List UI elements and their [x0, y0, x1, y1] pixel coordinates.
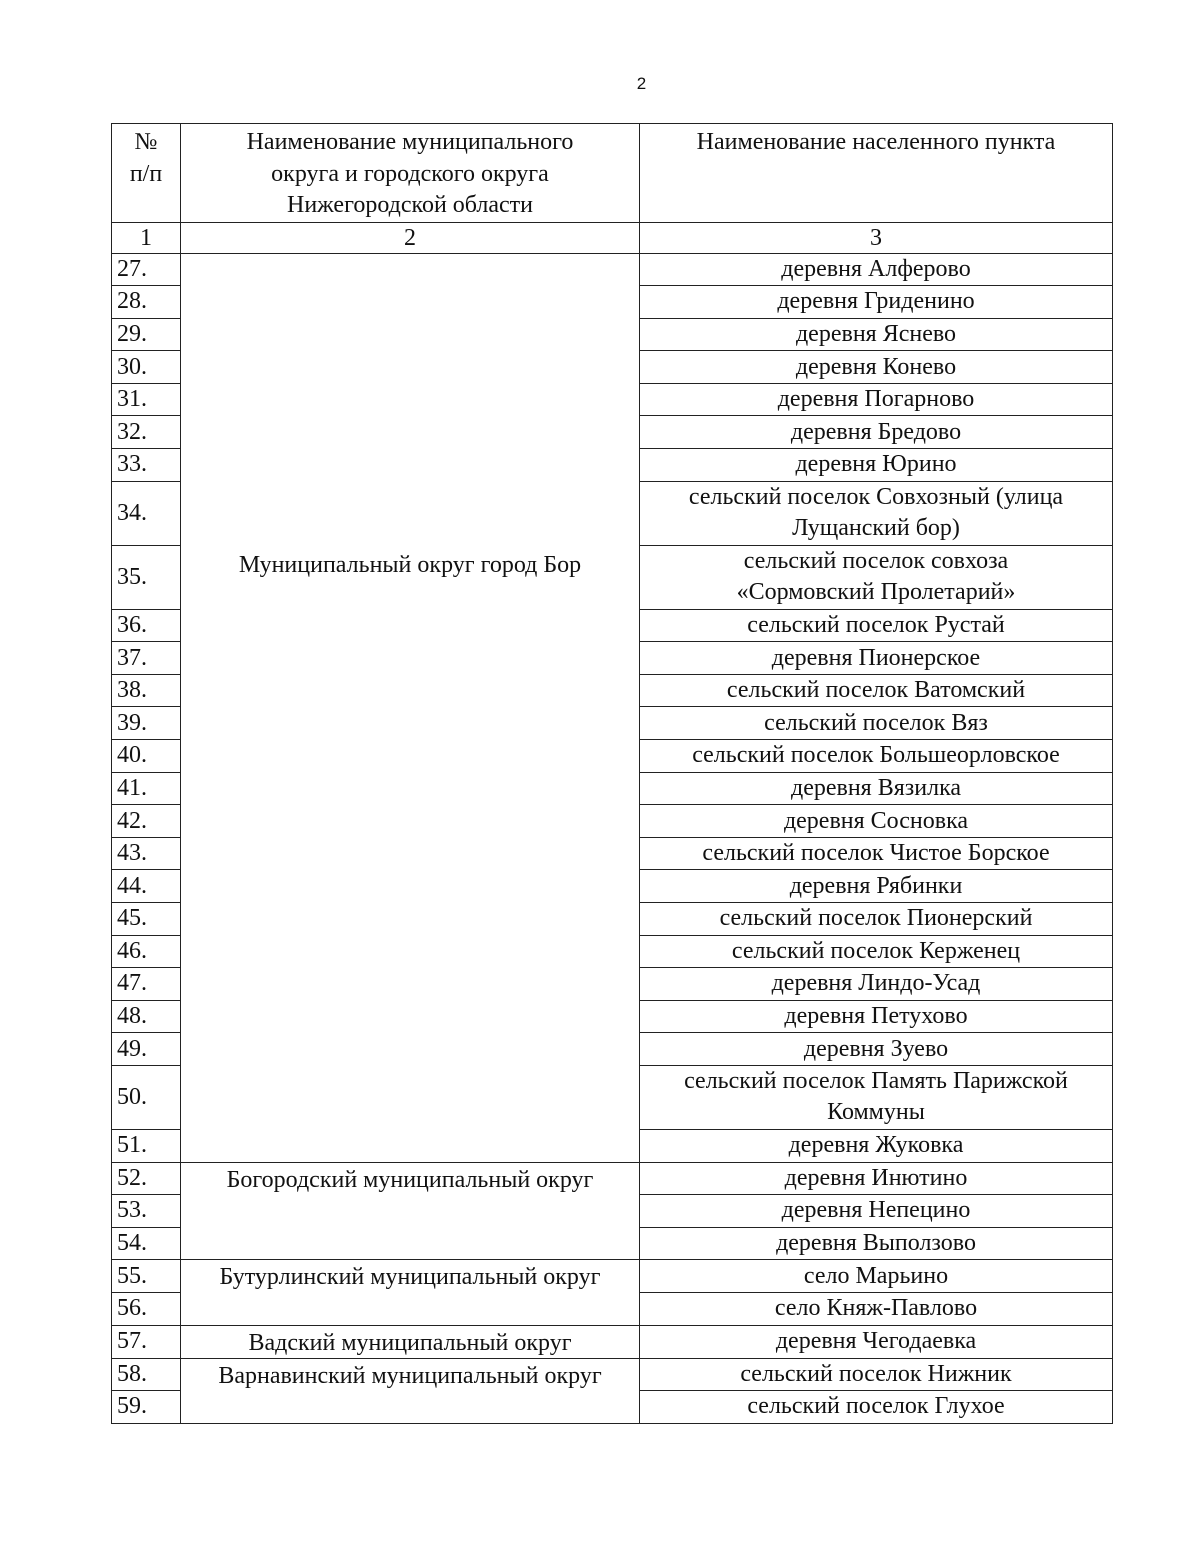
row-number: 53.: [112, 1195, 181, 1228]
table-row: [112, 253, 1113, 286]
settlement-name: сельский поселок Нижник: [640, 1358, 1113, 1391]
district-name: Варнавинский муниципальный округ: [181, 1358, 640, 1423]
settlement-name: деревня Инютино: [640, 1162, 1113, 1195]
table-row: [112, 1260, 1113, 1293]
row-number: 54.: [112, 1227, 181, 1260]
settlements-table: [111, 123, 1113, 1424]
row-number: 52.: [112, 1162, 181, 1195]
row-number: 27.: [112, 253, 181, 286]
row-number: 38.: [112, 674, 181, 707]
row-number: 48.: [112, 1000, 181, 1033]
settlement-name: сельский поселок Керженец: [640, 935, 1113, 968]
settlement-name: деревня Сосновка: [640, 805, 1113, 838]
row-number: 33.: [112, 449, 181, 482]
settlement-name: деревня Погарново: [640, 383, 1113, 416]
district-name: Вадский муниципальный округ: [181, 1325, 640, 1358]
column-index-row: [112, 222, 1113, 253]
row-number: 59.: [112, 1391, 181, 1424]
header-settlement: Наименование населенного пункта: [640, 124, 1113, 223]
row-number: 46.: [112, 935, 181, 968]
row-number: 58.: [112, 1358, 181, 1391]
settlement-name: сельский поселок совхоза «Сормовский Пролетарий»: [640, 545, 1113, 609]
settlement-name: деревня Конево: [640, 351, 1113, 384]
settlement-name: сельский поселок Большеорловское: [640, 740, 1113, 773]
row-number: 49.: [112, 1033, 181, 1066]
row-number: 35.: [112, 545, 181, 609]
settlement-name: деревня Алферово: [640, 253, 1113, 286]
header-district: Наименование муниципального округа и городского округа Нижегородской области: [181, 124, 640, 223]
settlement-name: деревня Яснево: [640, 318, 1113, 351]
settlement-name: деревня Юрино: [640, 449, 1113, 482]
settlement-name: деревня Зуево: [640, 1033, 1113, 1066]
row-number: 36.: [112, 609, 181, 642]
settlement-name: сельский поселок Память Парижской Коммуны: [640, 1065, 1113, 1129]
row-number: 32.: [112, 416, 181, 449]
row-number: 55.: [112, 1260, 181, 1293]
settlement-name: сельский поселок Рустай: [640, 609, 1113, 642]
row-number: 47.: [112, 968, 181, 1001]
settlement-name: деревня Петухово: [640, 1000, 1113, 1033]
settlement-name: деревня Рябинки: [640, 870, 1113, 903]
settlement-name: сельский поселок Ватомский: [640, 674, 1113, 707]
settlement-name: сельский поселок Совхозный (улица Лущанский бор): [640, 481, 1113, 545]
district-name: Бутурлинский муниципальный округ: [181, 1260, 640, 1325]
settlement-name: сельский поселок Пионерский: [640, 903, 1113, 936]
row-number: 44.: [112, 870, 181, 903]
row-number: 56.: [112, 1292, 181, 1325]
table-row: [112, 1162, 1113, 1195]
settlement-name: сельский поселок Глухое: [640, 1391, 1113, 1424]
page-number: 2: [636, 74, 647, 93]
row-number: 30.: [112, 351, 181, 384]
row-number: 41.: [112, 772, 181, 805]
row-number: 51.: [112, 1129, 181, 1162]
settlement-name: деревня Вязилка: [640, 772, 1113, 805]
settlement-name: деревня Чегодаевка: [640, 1325, 1113, 1358]
settlement-name: село Княж-Павлово: [640, 1292, 1113, 1325]
settlement-name: сельский поселок Вяз: [640, 707, 1113, 740]
table-row: [112, 1358, 1113, 1391]
row-number: 31.: [112, 383, 181, 416]
row-number: 28.: [112, 286, 181, 319]
district-name: Муниципальный округ город Бор: [238, 551, 582, 578]
row-number: 37.: [112, 642, 181, 675]
settlement-name: село Марьино: [640, 1260, 1113, 1293]
column-index: 2: [181, 222, 640, 253]
table-row: [112, 1325, 1113, 1358]
column-index: 3: [640, 222, 1113, 253]
settlement-name: деревня Линдо-Усад: [640, 968, 1113, 1001]
row-number: 57.: [112, 1325, 181, 1358]
settlement-name: деревня Непецино: [640, 1195, 1113, 1228]
column-index: 1: [112, 222, 181, 253]
settlement-name: деревня Пионерское: [640, 642, 1113, 675]
header-number: № п/п: [112, 124, 181, 223]
district-name: Богородский муниципальный округ: [181, 1162, 640, 1260]
row-number: 40.: [112, 740, 181, 773]
settlement-name: деревня Жуковка: [640, 1129, 1113, 1162]
settlement-name: деревня Выползово: [640, 1227, 1113, 1260]
district-cell: [181, 253, 640, 1162]
row-number: 34.: [112, 481, 181, 545]
row-number: 29.: [112, 318, 181, 351]
settlement-name: деревня Бредово: [640, 416, 1113, 449]
settlement-name: деревня Гриденино: [640, 286, 1113, 319]
row-number: 50.: [112, 1065, 181, 1129]
table-header-row: [112, 124, 1113, 223]
row-number: 39.: [112, 707, 181, 740]
settlement-name: сельский поселок Чистое Борское: [640, 837, 1113, 870]
row-number: 45.: [112, 903, 181, 936]
row-number: 43.: [112, 837, 181, 870]
row-number: 42.: [112, 805, 181, 838]
